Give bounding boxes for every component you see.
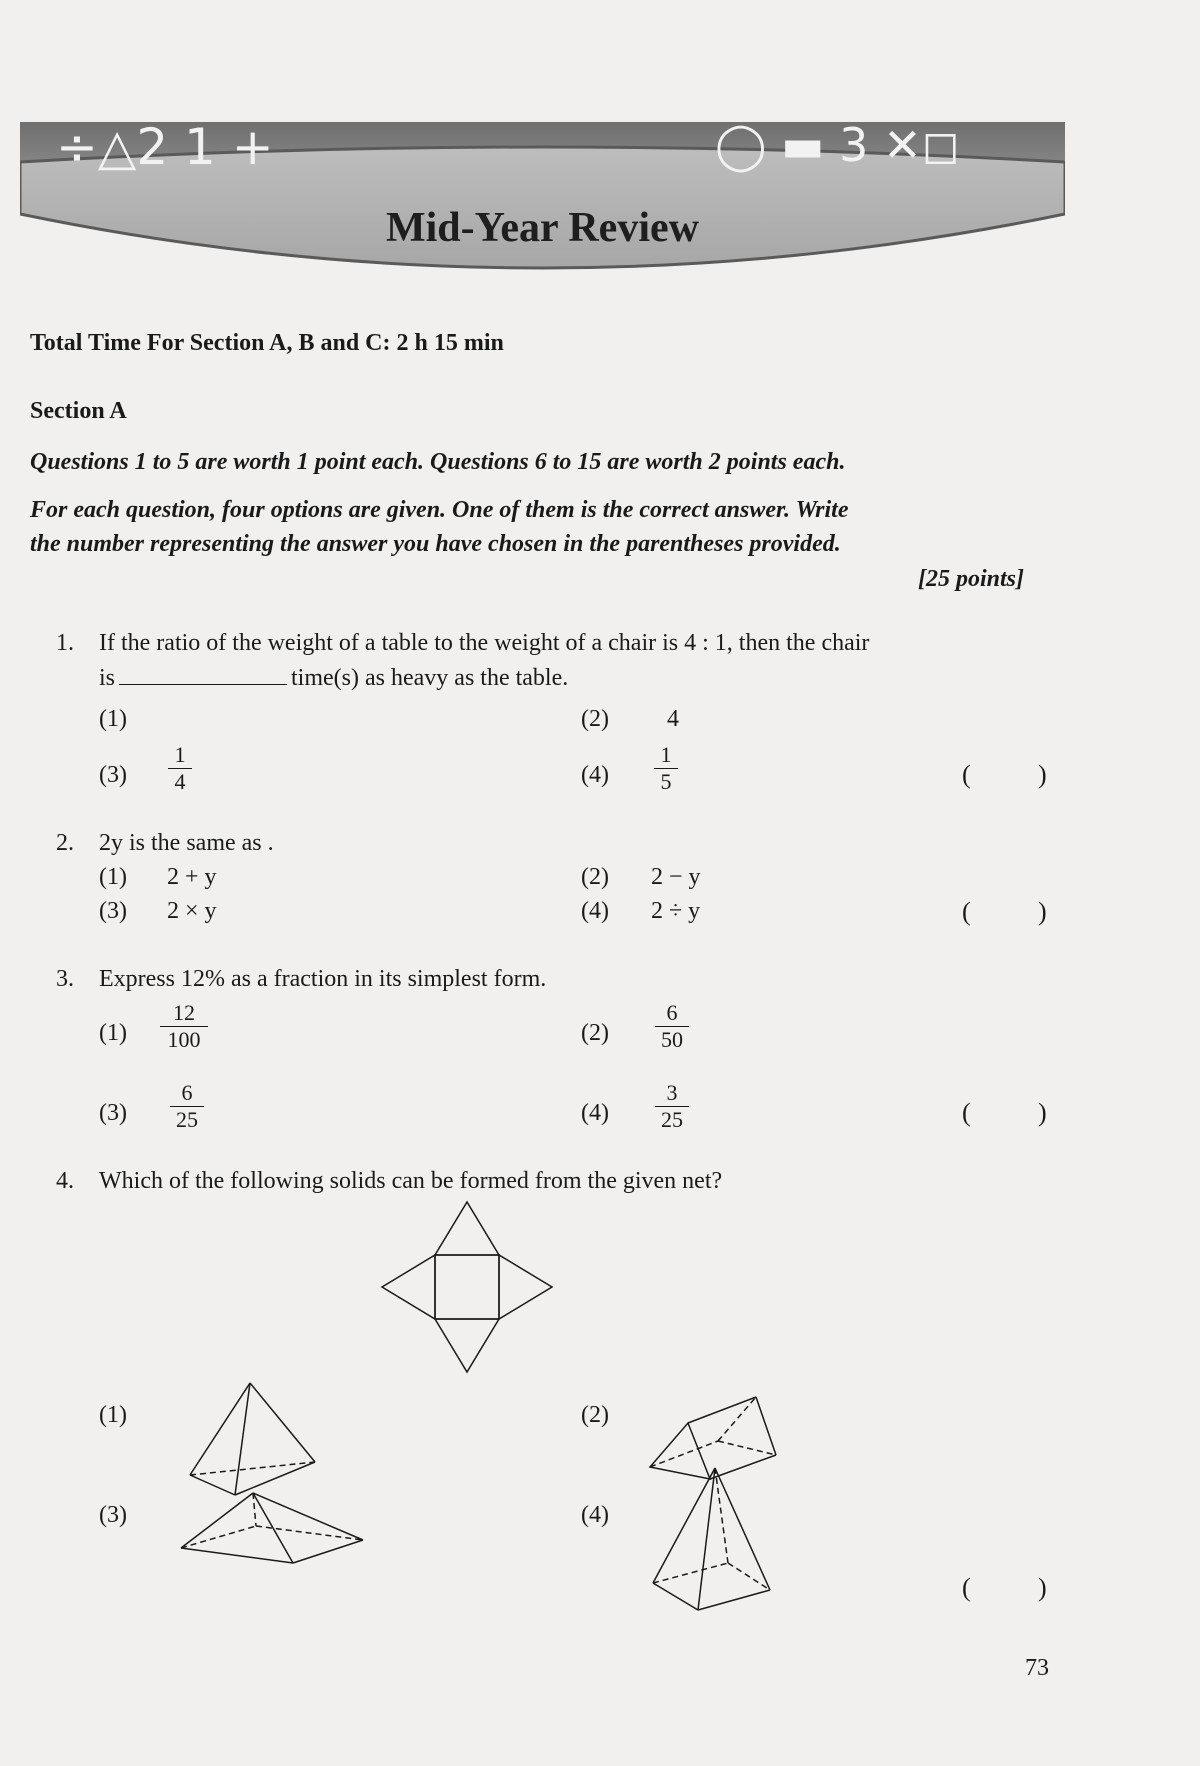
option-label: (2) [581,864,609,890]
option-value: 4 [667,706,679,732]
question-number: 1. [56,630,74,656]
total-points: [25 points] [918,566,1025,592]
flat-square-pyramid-figure [178,1490,368,1570]
option-label: (4) [581,762,609,788]
fraction-denominator: 100 [167,1027,201,1052]
fraction-denominator: 4 [174,769,186,794]
option-label: (3) [99,1502,127,1528]
page-title: Mid-Year Review [386,205,699,251]
option-label: (4) [581,898,609,924]
question-number: 2. [56,830,74,856]
fraction-denominator: 5 [660,769,672,794]
option-fraction [170,1080,204,1133]
option-value: 2 − y [651,864,701,890]
total-time: Total Time For Section A, B and C: 2 h 15 min [30,330,504,356]
option-fraction [655,1080,689,1133]
instructions-line1: For each question, four options are given. One of them is the correct answer. Write [30,497,849,523]
square-pyramid-figure [650,1465,775,1615]
option-label: (3) [99,898,127,924]
instructions-line2: the number representing the answer you have chosen in the parentheses provided. [30,531,841,557]
question-text-line2 [99,662,568,693]
option-label: (3) [99,1100,127,1126]
option-value: 2 ÷ y [651,898,701,924]
tetrahedron-figure [185,1380,320,1500]
option-label: (4) [581,1100,609,1126]
option-label: (2) [581,1402,609,1428]
option-fraction [654,742,678,795]
question-number: 4. [56,1168,74,1194]
question-text-suffix: time(s) as heavy as the table. [291,665,569,691]
option-label: (2) [581,1020,609,1046]
answer-paren-close: ) [1038,1098,1047,1127]
option-label: (1) [99,1020,127,1046]
section-heading: Section A [30,398,127,424]
option-fraction [160,1000,208,1053]
math-symbols-right: ◯ ▬ 3 ✕◻ [715,118,960,172]
question-text: 2y is the same as . [99,830,274,856]
question-text: If the ratio of the weight of a table to the weight of a chair is 4 : 1, then the chair [99,630,870,656]
pyramid-net-figure [380,1200,555,1375]
fraction-denominator: 25 [661,1107,683,1132]
question-number: 3. [56,966,74,992]
option-fraction [168,742,192,795]
answer-paren-open: ( [962,1573,971,1602]
answer-paren-close: ) [1038,897,1047,926]
question-text-prefix: is [99,665,116,691]
answer-paren-open: ( [962,897,971,926]
option-label: (2) [581,706,609,732]
answer-paren-open: ( [962,1098,971,1127]
chapter-banner [20,118,1065,292]
option-value: 2 × y [167,898,217,924]
option-label: (3) [99,762,127,788]
option-label: (1) [99,1402,127,1428]
fraction-numerator: 6 [170,1080,204,1107]
question-text: Which of the following solids can be formed from the given net? [99,1168,723,1194]
answer-blank [119,662,287,685]
question-text: Express 12% as a fraction in its simplest form. [99,966,547,992]
fraction-numerator: 6 [655,1000,689,1027]
fraction-denominator: 25 [176,1107,198,1132]
math-symbols-left: ÷△2 1 + [56,118,274,176]
answer-paren-open: ( [962,760,971,789]
option-fraction [655,1000,689,1053]
option-label: (4) [581,1502,609,1528]
page-number: 73 [1025,1655,1049,1681]
option-label: (1) [99,706,127,732]
option-label: (1) [99,864,127,890]
option-value: 2 + y [167,864,217,890]
fraction-denominator: 50 [661,1027,683,1052]
answer-paren-close: ) [1038,760,1047,789]
fraction-numerator: 1 [654,742,678,769]
fraction-numerator: 1 [168,742,192,769]
fraction-numerator: 12 [160,1000,208,1027]
answer-paren-close: ) [1038,1573,1047,1602]
points-info: Questions 1 to 5 are worth 1 point each. Questions 6 to 15 are worth 2 points each. [30,449,846,475]
fraction-numerator: 3 [655,1080,689,1107]
